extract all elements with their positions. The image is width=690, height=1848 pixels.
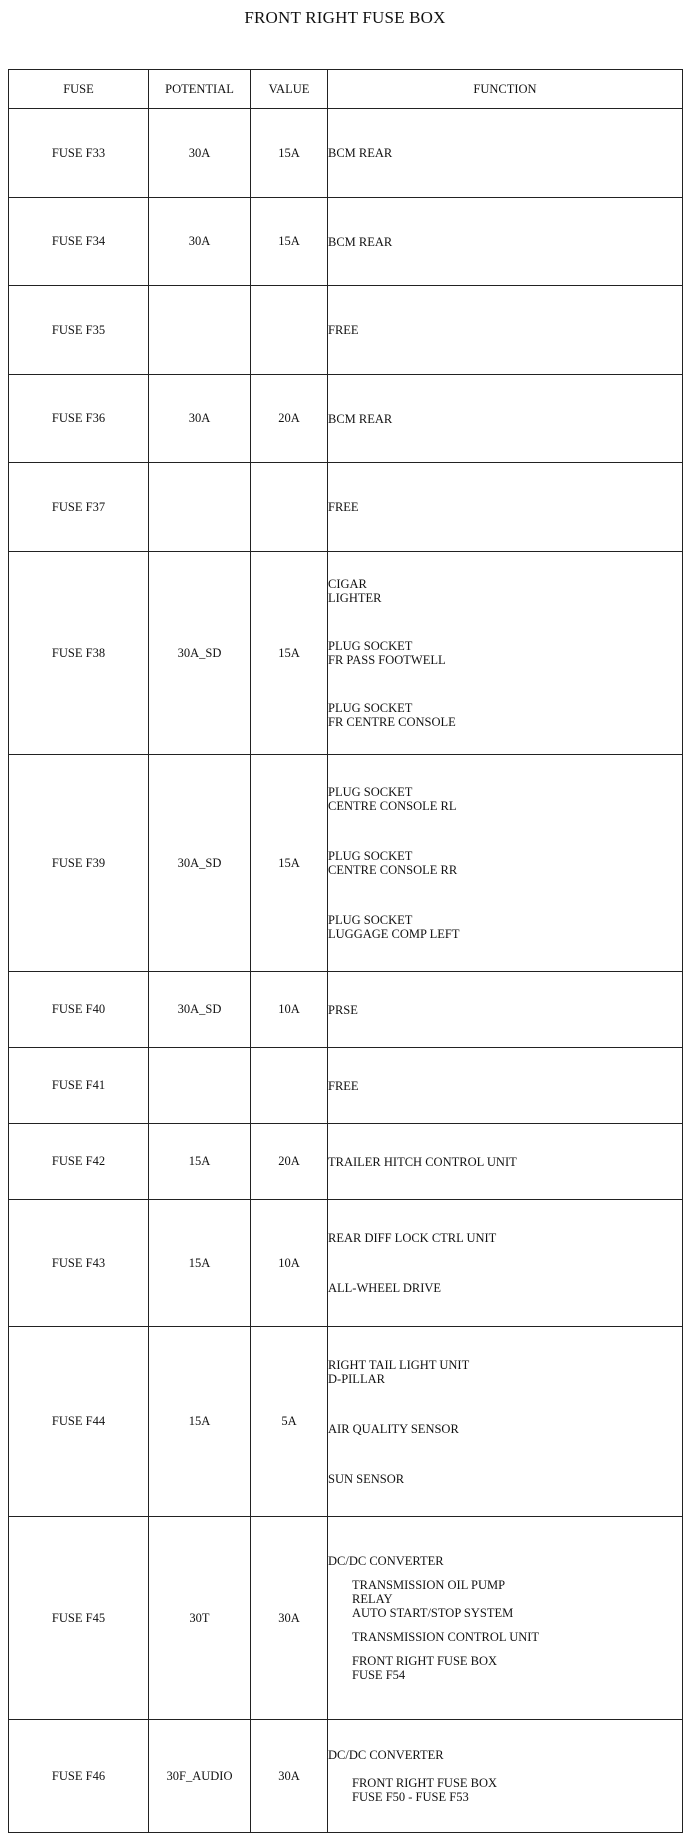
- function-group: [328, 235, 682, 249]
- function-line: SUN SENSOR: [328, 1471, 405, 1486]
- function-line: BCM REAR: [328, 411, 393, 426]
- function-line: TRANSMISSION OIL PUMP: [352, 1578, 506, 1592]
- cell-function: [328, 1327, 683, 1517]
- column-header-value: VALUE: [251, 70, 328, 109]
- table-row: [9, 1517, 683, 1720]
- cell-function: [328, 375, 683, 463]
- cell-fuse: FUSE F44: [9, 1327, 149, 1517]
- cell-fuse: FUSE F41: [9, 1048, 149, 1124]
- function-line: AIR QUALITY SENSOR: [328, 1421, 459, 1436]
- cell-function: [328, 463, 683, 552]
- function-group: [328, 1472, 682, 1486]
- cell-potential: 30A_SD: [149, 755, 251, 972]
- function-line: FREE: [328, 500, 359, 514]
- function-line: RELAY: [352, 1592, 393, 1606]
- function-line: FRONT RIGHT FUSE BOX: [352, 1654, 498, 1668]
- cell-potential: 30T: [149, 1517, 251, 1720]
- function-line: PLUG SOCKET: [328, 849, 413, 863]
- function-line: PLUG SOCKET: [328, 913, 413, 927]
- function-group: [328, 1003, 682, 1017]
- function-group: [328, 1079, 682, 1093]
- function-line: DC/DC CONVERTER: [328, 1554, 444, 1568]
- cell-function: [328, 972, 683, 1048]
- function-line: BCM REAR: [328, 234, 393, 249]
- function-group: [328, 1281, 682, 1295]
- function-group: [328, 1422, 682, 1436]
- cell-potential: 30A: [149, 375, 251, 463]
- function-line: FREE: [328, 1078, 359, 1093]
- cell-potential: 30A_SD: [149, 552, 251, 755]
- cell-function: [328, 552, 683, 755]
- cell-fuse: FUSE F43: [9, 1200, 149, 1327]
- cell-fuse: FUSE F46: [9, 1720, 149, 1833]
- function-group: [352, 1776, 682, 1804]
- table-row: [9, 375, 683, 463]
- function-line: BCM REAR: [328, 146, 393, 160]
- cell-potential: 15A: [149, 1327, 251, 1517]
- table-row: [9, 1124, 683, 1200]
- cell-value: 5A: [251, 1327, 328, 1517]
- cell-value: [251, 286, 328, 375]
- cell-fuse: FUSE F39: [9, 755, 149, 972]
- cell-fuse: FUSE F38: [9, 552, 149, 755]
- table-header-row: [9, 70, 683, 109]
- fuse-table: [8, 69, 683, 1833]
- cell-value: 10A: [251, 972, 328, 1048]
- cell-function: [328, 286, 683, 375]
- cell-potential: [149, 286, 251, 375]
- function-line: D-PILLAR: [328, 1371, 385, 1386]
- function-line: REAR DIFF LOCK CTRL UNIT: [328, 1231, 497, 1245]
- cell-potential: 30F_AUDIO: [149, 1720, 251, 1833]
- cell-fuse: FUSE F35: [9, 286, 149, 375]
- function-line: CENTRE CONSOLE RR: [328, 863, 458, 877]
- function-group: [328, 1554, 682, 1568]
- function-group: [328, 913, 682, 941]
- cell-function: [328, 755, 683, 972]
- function-group: [328, 146, 682, 160]
- function-group: [328, 577, 682, 605]
- function-group: [328, 500, 682, 514]
- function-group: [352, 1630, 682, 1644]
- cell-function: [328, 1517, 683, 1720]
- cell-function: [328, 1200, 683, 1327]
- function-line: FREE: [328, 323, 359, 337]
- cell-potential: 30A_SD: [149, 972, 251, 1048]
- cell-fuse: FUSE F42: [9, 1124, 149, 1200]
- cell-potential: 15A: [149, 1124, 251, 1200]
- cell-fuse: FUSE F34: [9, 198, 149, 286]
- function-group: [328, 785, 682, 813]
- cell-fuse: FUSE F33: [9, 109, 149, 198]
- cell-value: 20A: [251, 375, 328, 463]
- function-group: [328, 639, 682, 667]
- column-header-fuse: FUSE: [9, 70, 149, 109]
- cell-value: 15A: [251, 198, 328, 286]
- function-line: CENTRE CONSOLE RL: [328, 799, 457, 813]
- cell-potential: 15A: [149, 1200, 251, 1327]
- table-row: [9, 198, 683, 286]
- cell-function: [328, 1124, 683, 1200]
- function-line: PLUG SOCKET: [328, 785, 413, 799]
- function-line: FUSE F54: [352, 1668, 406, 1682]
- table-row: [9, 1200, 683, 1327]
- function-line: PRSE: [328, 1002, 358, 1017]
- function-group: [328, 1358, 682, 1386]
- table-row: [9, 286, 683, 375]
- cell-potential: [149, 1048, 251, 1124]
- function-group: [328, 1155, 682, 1169]
- function-line: PLUG SOCKET: [328, 639, 413, 653]
- column-header-function: FUNCTION: [328, 70, 683, 109]
- function-line: FUSE F50 - FUSE F53: [352, 1790, 469, 1804]
- cell-value: [251, 463, 328, 552]
- function-line: LIGHTER: [328, 591, 382, 605]
- cell-function: [328, 198, 683, 286]
- table-row: [9, 552, 683, 755]
- cell-potential: 30A: [149, 109, 251, 198]
- table-row: [9, 1048, 683, 1124]
- cell-function: [328, 1048, 683, 1124]
- table-row: [9, 972, 683, 1048]
- page-title: FRONT RIGHT FUSE BOX: [244, 8, 446, 27]
- function-line: FRONT RIGHT FUSE BOX: [352, 1776, 498, 1790]
- cell-fuse: FUSE F37: [9, 463, 149, 552]
- function-line: RIGHT TAIL LIGHT UNIT: [328, 1357, 470, 1372]
- function-line: FR PASS FOOTWELL: [328, 653, 446, 667]
- cell-value: 30A: [251, 1517, 328, 1720]
- cell-value: 30A: [251, 1720, 328, 1833]
- cell-function: [328, 109, 683, 198]
- function-group: [328, 1231, 682, 1245]
- cell-function: [328, 1720, 683, 1833]
- function-line: TRAILER HITCH CONTROL UNIT: [328, 1154, 517, 1169]
- function-group: [328, 412, 682, 426]
- table-row: [9, 1720, 683, 1833]
- fuse-table-body: [9, 109, 683, 1833]
- function-line: CIGAR: [328, 577, 367, 591]
- table-row: [9, 1327, 683, 1517]
- function-line: PLUG SOCKET: [328, 701, 413, 715]
- function-group: [352, 1578, 682, 1620]
- function-group: [328, 323, 682, 337]
- function-group: [328, 1748, 682, 1762]
- function-group: [352, 1654, 682, 1682]
- function-group: [328, 701, 682, 729]
- function-line: DC/DC CONVERTER: [328, 1748, 444, 1762]
- table-row: [9, 109, 683, 198]
- cell-value: 15A: [251, 755, 328, 972]
- cell-value: 15A: [251, 109, 328, 198]
- function-line: LUGGAGE COMP LEFT: [328, 927, 460, 941]
- cell-value: 20A: [251, 1124, 328, 1200]
- function-line: FR CENTRE CONSOLE: [328, 715, 456, 729]
- function-group: [328, 849, 682, 877]
- column-header-potential: POTENTIAL: [149, 70, 251, 109]
- cell-fuse: FUSE F40: [9, 972, 149, 1048]
- cell-fuse: FUSE F36: [9, 375, 149, 463]
- function-line: TRANSMISSION CONTROL UNIT: [352, 1630, 540, 1644]
- cell-value: 15A: [251, 552, 328, 755]
- function-line: ALL-WHEEL DRIVE: [328, 1281, 442, 1295]
- cell-potential: 30A: [149, 198, 251, 286]
- cell-value: 10A: [251, 1200, 328, 1327]
- table-row: [9, 463, 683, 552]
- function-line: AUTO START/STOP SYSTEM: [352, 1606, 514, 1620]
- table-row: [9, 755, 683, 972]
- cell-fuse: FUSE F45: [9, 1517, 149, 1720]
- cell-value: [251, 1048, 328, 1124]
- cell-potential: [149, 463, 251, 552]
